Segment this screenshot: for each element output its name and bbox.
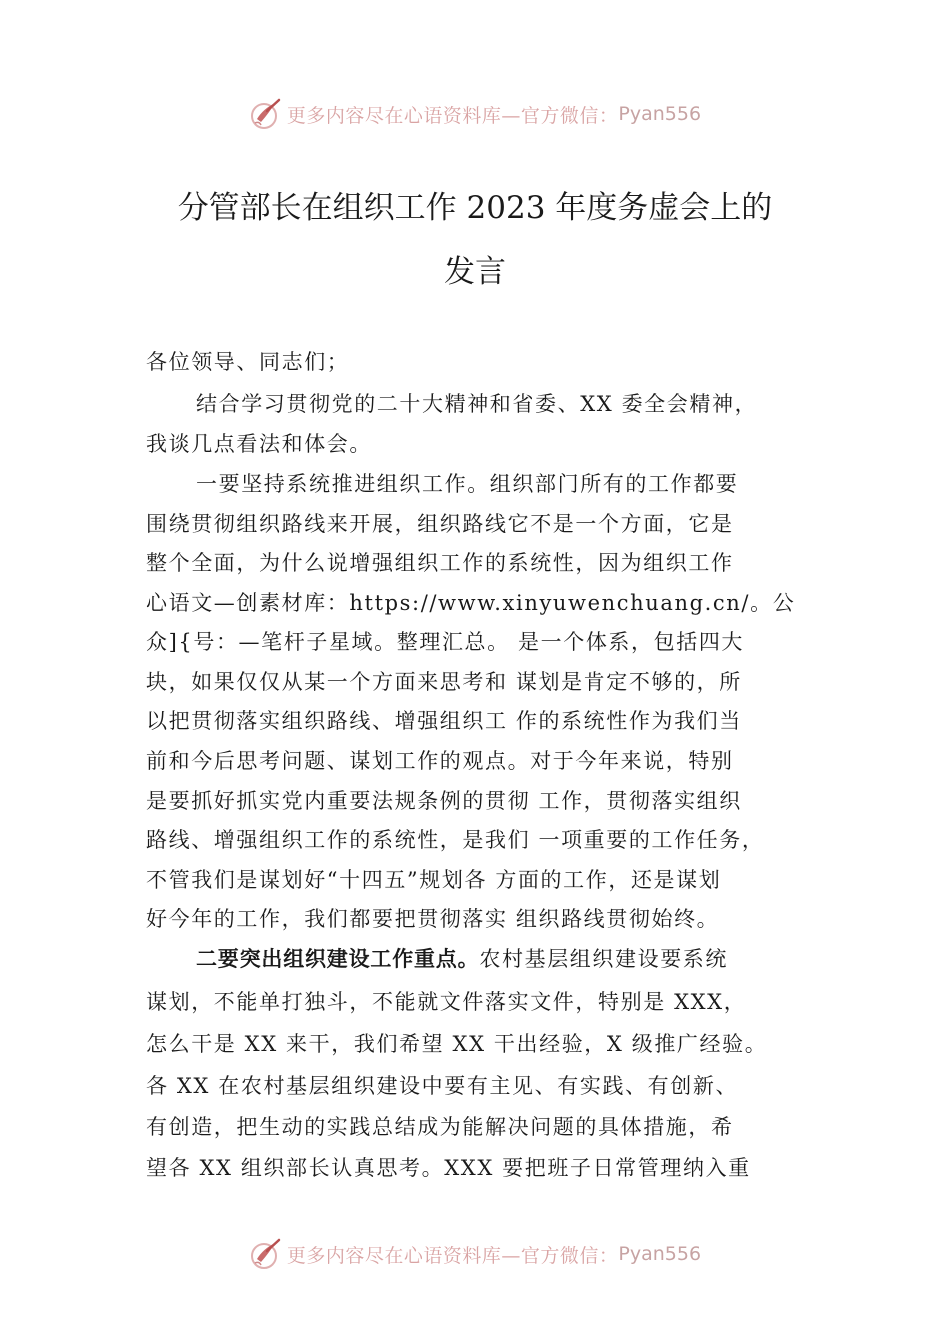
- paragraph-3-text: 农村基层组织建设要系统: [479, 947, 729, 971]
- paragraph-3-line: [196, 944, 896, 974]
- watermark-header: [0, 94, 950, 134]
- paragraph-2-line: 一要坚持系统推进组织工作。组织部门所有的工作都要: [196, 472, 739, 496]
- brush-logo-icon: [249, 97, 283, 131]
- paragraph-2-line: 好今年的工作，我们都要把贯彻落实 组织路线贯彻始终。: [146, 907, 720, 931]
- paragraph-2-line: 围绕贯彻组织路线来开展，组织路线它不是一个方面，它是: [146, 512, 734, 536]
- document-title-line-1: 分管部长在组织工作 2023 年度务虚会上的: [177, 190, 773, 226]
- brush-logo-icon: [249, 1237, 283, 1271]
- document-title-line-2: 发言: [444, 254, 506, 290]
- paragraph-2-line: 是要抓好抓实党内重要法规条例的贯彻 工作，贯彻落实组织: [146, 789, 742, 813]
- paragraph-2-line: 整个全面，为什么说增强组织工作的系统性，因为组织工作: [146, 551, 734, 575]
- watermark-text: 更多内容尽在心语资料库—官方微信：: [286, 104, 619, 127]
- paragraph-2-line: 心语文—创素材库：https://www.xinyuwenchuang.cn/。公: [146, 591, 796, 615]
- paragraph-3-line: 谋划，不能单打独斗，不能就文件落实文件，特别是 XXX，: [146, 990, 747, 1014]
- watermark-text: 更多内容尽在心语资料库—官方微信：: [286, 1244, 619, 1267]
- paragraph-3-line: 望各 XX 组织部长认真思考。XXX 要把班子日常管理纳入重: [146, 1156, 751, 1180]
- watermark-footer: [0, 1234, 950, 1274]
- watermark-wechat-id: Pyan556: [618, 1243, 702, 1265]
- paragraph-1-line: 结合学习贯彻党的二十大精神和省委、XX 委全会精神，: [196, 392, 758, 416]
- paragraph-2-line: 块，如果仅仅从某一个方面来思考和 谋划是肯定不够的，所: [146, 670, 742, 694]
- greeting: 各位领导、同志们；: [146, 350, 350, 374]
- paragraph-2-line: 以把贯彻落实组织路线、增强组织工 作的系统性作为我们当: [146, 709, 742, 733]
- paragraph-3-line: 怎么干是 XX 来干，我们希望 XX 干出经验，X 级推广经验。: [146, 1032, 768, 1056]
- watermark-wechat-id: Pyan556: [618, 103, 702, 125]
- paragraph-3-line: 各 XX 在农村基层组织建设中要有主见、有实践、有创新、: [146, 1074, 739, 1098]
- paragraph-3-line: 有创造，把生动的实践总结成为能解决问题的具体措施，希: [146, 1115, 734, 1139]
- paragraph-2-line: 众]{号：—笔杆子星域。整理汇总。 是一个体系，包括四大: [146, 630, 745, 654]
- paragraph-2-line: 路线、增强组织工作的系统性，是我们 一项重要的工作任务，: [146, 828, 765, 852]
- paragraph-1-line: 我谈几点看法和体会。: [146, 432, 372, 456]
- paragraph-2-line: 不管我们是谋划好“十四五”规划各 方面的工作，还是谋划: [146, 868, 722, 892]
- paragraph-2-line: 前和今后思考问题、谋划工作的观点。对于今年来说，特别: [146, 749, 734, 773]
- section-heading-bold: 二要突出组织建设工作重点。: [196, 947, 480, 971]
